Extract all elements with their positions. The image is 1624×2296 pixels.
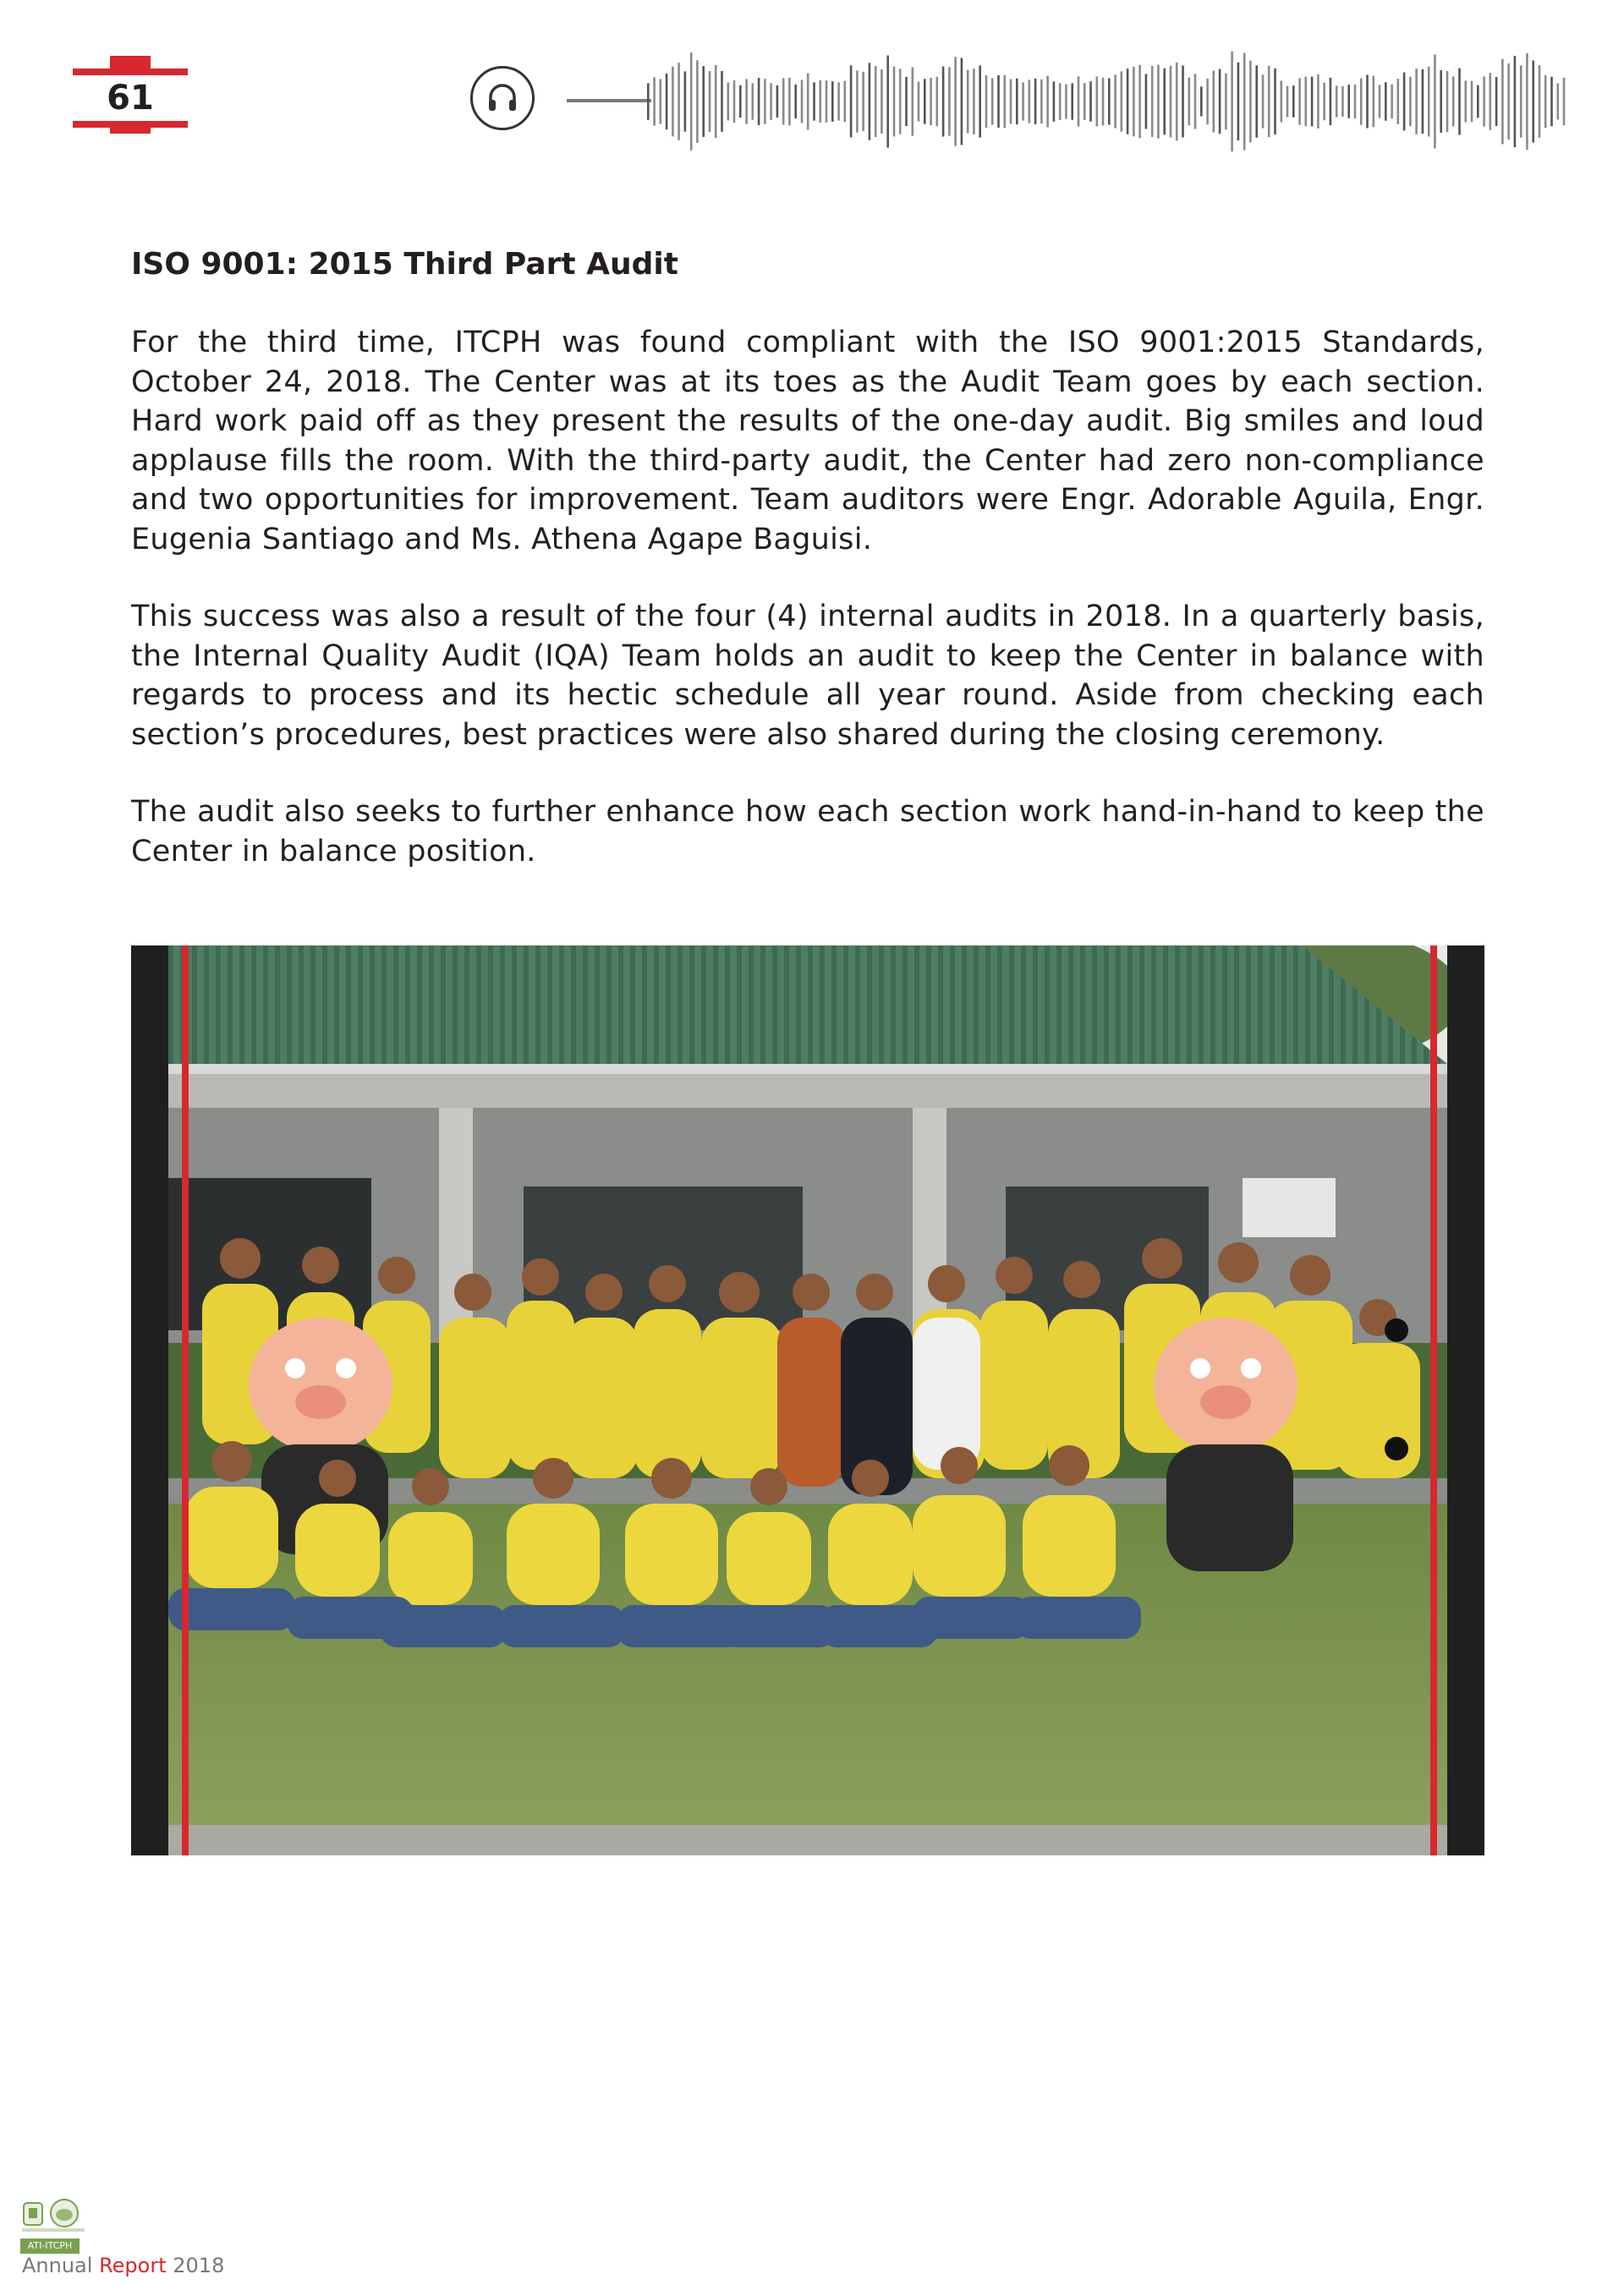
waveform-bar (1188, 78, 1191, 125)
waveform-bar (1311, 77, 1314, 127)
audio-progress-line (567, 99, 651, 102)
waveform-bar (985, 75, 988, 128)
waveform-bar (1194, 74, 1197, 129)
waveform-bar (1255, 65, 1258, 138)
waveform-bar (991, 79, 994, 125)
waveform-bar (1385, 82, 1387, 120)
waveform-bar (954, 57, 957, 145)
waveform-bar (1089, 81, 1092, 122)
waveform-bar (1200, 86, 1203, 116)
waveform-bar (1495, 77, 1498, 126)
waveform-bar (831, 81, 834, 122)
waveform-bar (997, 75, 1000, 128)
waveform-bar (1170, 66, 1172, 138)
waveform-bar (1305, 77, 1308, 127)
waveform-bar (1029, 79, 1031, 123)
waveform-bar (1114, 74, 1116, 128)
waveform-bar (1514, 56, 1517, 147)
waveform-bar (764, 79, 766, 124)
waveform-bar (1434, 55, 1436, 149)
waveform-bar (899, 68, 902, 134)
article-paragraph-2: This success was also a result of the four (4) internal audits in 2018. In a quarterly basis, the Internal Quality Audit (IQA) Team holds an audit to keep the Center in balance with regards to process and its hectic schedule all year round. Aside from checking each section’s procedures, best practices were also shared during the closing ceremony. (131, 600, 1484, 752)
waveform-bar (1281, 81, 1283, 123)
waveform-bar (905, 77, 908, 126)
badge-tab-top (110, 56, 151, 68)
waveform-bar (715, 65, 717, 138)
waveform-bar (647, 83, 650, 119)
footer-year: 2018 (166, 2254, 225, 2277)
waveform-bar (1526, 53, 1528, 150)
waveform-bar (660, 79, 662, 124)
waveform-bar (844, 81, 847, 123)
waveform-bar (837, 82, 840, 120)
group-photo (168, 945, 1447, 1855)
waveform-bar (1108, 79, 1111, 125)
waveform-bar (1440, 70, 1442, 133)
footer-logo-tag: ATI-ITCPH (20, 2238, 80, 2254)
waveform-bar (1539, 65, 1541, 138)
waveform-bar (924, 79, 926, 123)
waveform-bar (1287, 86, 1289, 118)
waveform-bar (1446, 71, 1449, 132)
waveform-bar (696, 60, 699, 143)
waveform-bar (1347, 85, 1350, 118)
waveform-bar (782, 79, 785, 125)
article-paragraph-1: For the third time, ITCPH was found compliant with the ISO 9001:2015 Standards, October 24, 2018. The Center was at its toes as the Audit Team goes by each section. Hard work paid off as they present the results of the one-day audit. Big smiles and loud applause fills the room. With the third-party audit, the Center had zero non-compliance and two opportunities for improvement. Team auditors were Engr. Adorable Aguila, Engr. Eugenia Santiago and Ms. Athena Agape Baguisi. (131, 326, 1484, 556)
waveform-bar (1471, 81, 1473, 123)
waveform-bar (1354, 85, 1357, 118)
waveform-bar (1249, 61, 1252, 143)
waveform-bar (1102, 78, 1105, 126)
waveform-bar (770, 83, 772, 120)
waveform-bar (1065, 85, 1067, 119)
waveform-bar (979, 65, 981, 137)
waveform-bar (1557, 84, 1560, 120)
page-number: 61 (107, 79, 154, 118)
waveform-bar (709, 71, 711, 132)
waveform-bar (1059, 83, 1062, 120)
waveform-bar (1121, 71, 1123, 131)
waveform-bar (942, 67, 945, 137)
waveform-bar (1428, 67, 1430, 137)
waveform-bar (1298, 78, 1301, 124)
waveform-bar (1040, 79, 1043, 123)
waveform-bar (653, 77, 656, 125)
footer-word-report: Report (99, 2254, 167, 2277)
waveform-bar (1465, 81, 1468, 123)
photo-frame (131, 945, 1484, 1855)
waveform-bar (1213, 71, 1215, 133)
waveform-bar (684, 71, 687, 131)
waveform-bar (690, 52, 693, 151)
waveform-bar (1046, 76, 1049, 128)
waveform-bar (886, 56, 889, 148)
photo-red-line-left (182, 945, 189, 1855)
waveform-bar (1004, 75, 1007, 128)
waveform-bar (721, 71, 723, 132)
waveform-bar (936, 77, 939, 127)
waveform-bar (1403, 73, 1406, 131)
waveform-bar (666, 74, 668, 129)
waveform-bar (739, 85, 742, 118)
waveform-bar (1477, 85, 1479, 118)
waveform-bar (1262, 74, 1265, 128)
waveform-bar (850, 65, 853, 137)
waveform-bar (1034, 79, 1037, 124)
waveform-bar (1422, 69, 1424, 134)
waveform-bar (1379, 85, 1381, 118)
waveform-bar (1520, 65, 1522, 138)
article-paragraph-3: The audit also seeks to further enhance how each section work hand-in-hand to keep the Center in balance position. (131, 795, 1484, 869)
waveform-bar (1219, 69, 1221, 134)
waveform-bar (1501, 59, 1504, 145)
waveform-bar (1532, 61, 1534, 143)
waveform-bar (1544, 75, 1547, 128)
waveform-bar (862, 72, 864, 131)
article-title: ISO 9001: 2015 Third Part Audit (131, 247, 678, 282)
waveform-bar (1397, 79, 1400, 124)
waveform-bar (672, 67, 674, 137)
badge-tab-bottom (110, 128, 151, 134)
waveform-bar (1330, 78, 1332, 125)
waveform-bar (794, 85, 797, 118)
waveform-bar (1096, 77, 1099, 127)
waveform-bar (1366, 75, 1369, 129)
waveform-bar (1225, 74, 1227, 130)
waveform-bar (1231, 52, 1233, 151)
waveform-bar (1409, 77, 1412, 126)
waveform-bar (813, 82, 815, 120)
waveform-bar (930, 78, 932, 125)
waveform-bar (801, 80, 804, 123)
waveform-bar (702, 66, 705, 137)
waveform-bar (1391, 85, 1393, 119)
waveform-bar (752, 83, 754, 119)
waveform-bar (1182, 66, 1184, 138)
page-number-badge (73, 49, 188, 134)
waveform-bar (1336, 85, 1338, 117)
waveform-bar (1415, 68, 1418, 134)
waveform-bar (1550, 77, 1553, 126)
waveform-bar (881, 69, 883, 134)
waveform-bar (1133, 67, 1135, 137)
waveform-bar (1163, 68, 1166, 134)
badge-bar-bottom (73, 121, 188, 128)
waveform-bar (758, 78, 760, 125)
waveform-bar (1341, 86, 1344, 117)
waveform-bar (1323, 83, 1325, 120)
waveform-bar (1078, 76, 1080, 126)
waveform-bar (973, 68, 975, 134)
waveform-bar (961, 58, 963, 145)
photo-red-line-right (1430, 945, 1437, 1855)
waveform-bar (1127, 68, 1129, 134)
waveform-bar (875, 66, 877, 137)
waveform-bar (820, 80, 822, 123)
waveform-bar (1317, 74, 1320, 129)
waveform-bar (1274, 68, 1276, 134)
waveform-bar (678, 63, 680, 140)
waveform-bar (1022, 82, 1024, 120)
waveform-bar (1071, 83, 1073, 119)
waveform-bar (1176, 63, 1178, 141)
waveform-bar (1084, 83, 1086, 120)
waveform-bar (826, 80, 828, 123)
waveform-bar (1157, 65, 1160, 139)
headphones-icon[interactable] (470, 66, 535, 130)
waveform-bar (1145, 74, 1148, 129)
waveform-bar (727, 83, 730, 121)
waveform-bar (869, 63, 871, 140)
waveform-bar (1483, 76, 1485, 126)
waveform-bar (745, 79, 748, 123)
waveform-bar (1490, 73, 1492, 130)
waveform-bar (1053, 81, 1056, 122)
waveform-bar (1016, 79, 1018, 124)
badge-bar-top (73, 68, 188, 75)
waveform-bar (1373, 76, 1375, 128)
waveform-bar (1151, 66, 1154, 137)
waveform-bar (1458, 68, 1461, 135)
waveform-bar (856, 70, 859, 132)
waveform-bar (1292, 85, 1295, 118)
footer-report-label (22, 2253, 224, 2278)
waveform-bar (948, 67, 951, 135)
waveform-bar (1206, 79, 1209, 124)
waveform-bar (807, 74, 809, 130)
waveform-bar (776, 85, 779, 118)
waveform-bar (733, 80, 736, 123)
audio-waveform (643, 25, 1573, 178)
waveform-bar (918, 82, 920, 122)
waveform-bar (893, 67, 896, 137)
waveform-bar (1243, 53, 1246, 151)
footer-word-annual: Annual (22, 2254, 100, 2277)
waveform-bar (1138, 65, 1141, 138)
waveform-bar (1507, 63, 1510, 140)
waveform-bar (788, 78, 791, 125)
waveform-bar (1268, 66, 1270, 137)
waveform-bar (1452, 76, 1455, 126)
waveform-bar (967, 70, 969, 134)
waveform-bar (1563, 78, 1566, 125)
waveform-bar (1010, 79, 1012, 124)
waveform-bar (912, 68, 914, 136)
waveform-bar (1360, 78, 1363, 124)
waveform-bar (1237, 63, 1240, 140)
